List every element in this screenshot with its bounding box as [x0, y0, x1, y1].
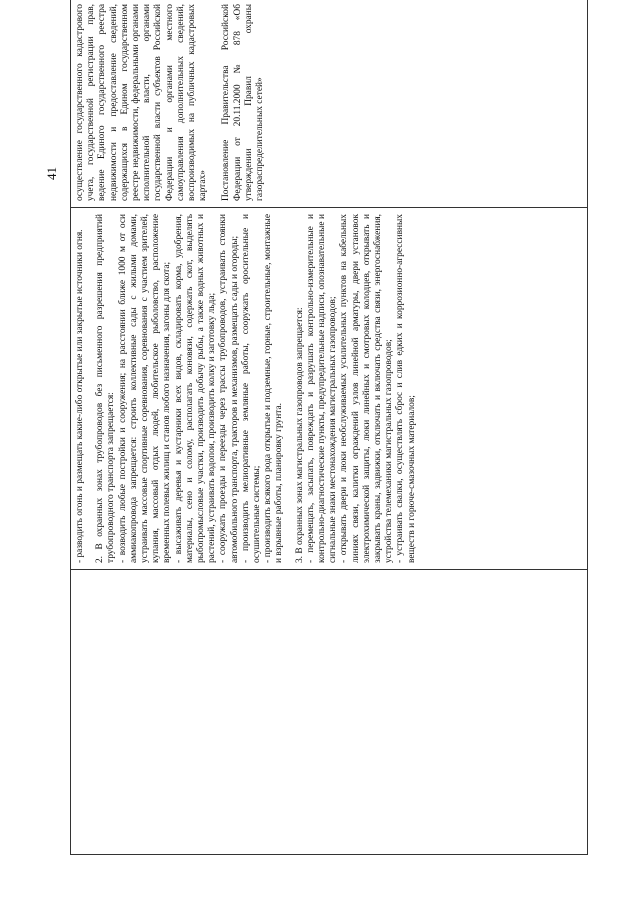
ref-paragraph-decree: Постановление Правительства Российской Федерации от 20.11.2000 № 878 «Об утверждении Правил охраны газораспределительных сетей» — [221, 4, 266, 201]
main-paragraph-doors: - открывать двери и люки необслуживаемых усилительных пунктов на кабельных линиях связи, калитки ограждений узлов линейной арматуры, двери установок электрохимической защиты, люки линейных и смотровых колодцев, открывать и закрывать краны, задвижки, отключать и включать средства связи, энергоснабжения, устройства телемеханики магистральных газопроводов; — [339, 214, 395, 563]
empty-cell — [71, 570, 588, 855]
page-number: 41 — [44, 167, 59, 180]
restrictions-cell — [71, 208, 588, 570]
main-paragraph-melioration: - производить мелиоративные земляные работы, сооружать оросительные и осушительные системы; — [240, 214, 263, 563]
paragraph-gap — [286, 214, 295, 563]
main-paragraph-works: - производить всякого рода открытые и подземные, горные, строительные, монтажные и взрывные работы, планировку грунта. — [263, 214, 285, 563]
document-table — [70, 0, 588, 855]
main-paragraph-signs: - перемещать, засыпать, повреждать и разрушать контрольно-измерительные и контрольно-диагностические пункты, предупредительные надписи, опознавательные и сигнальные знаки местонахождения магистральных газопроводов; — [305, 214, 339, 563]
main-paragraph-gas-intro: 3. В охранных зонах магистральных газопроводов запрещается: — [294, 307, 305, 563]
main-paragraph-crossings: - сооружать проезды и переезды через трассы трубопроводов, устраивать стоянки автомобильного транспорта, тракторов и механизмов, размещать сады и огороды; — [218, 214, 240, 563]
main-paragraph-dumps: - устраивать свалки, осуществлять сброс и слив едких и коррозионно-агрессивных веществ и горюче-смазочных материалов; — [395, 214, 417, 563]
rotated-table-page — [70, 4, 588, 855]
ref-paragraph-cadastral: осуществление государственного кадастрового учета, государственной регистрации прав, ведение Единого государственного реестра недвижимости и предоставление сведений, содержащихся в Едином государственном реестре недвижимости, федеральными органами исполнительной власти, органами государственной власти субъектов Российской Федерации и органами местного самоуправления дополнительных сведений, воспроизводимых на публичных кадастровых картах» — [75, 4, 209, 201]
main-paragraph-trees: - высаживать деревья и кустарники всех видов, складировать корма, удобрения, материалы, сено и солому, располагать коновязи, содержать скот, выделять рыбопромысловые участки, производить добычу рыбы, а также водных животных и растений, устраивать водопои, производить колку и заготовку льда; — [173, 214, 218, 563]
table-row — [71, 0, 588, 855]
main-paragraph-buildings: - возводить любые постройки и сооружения; на расстоянии ближе 1000 м от оси аммиакопровода запрещается: строить коллективные сады с жилыми домами, устраивать массовые спортивные соревнования, соревнования с участием зрителей, купания, массовый отдых людей, любительское рыболовство, расположение временных полевых жилищ и станов любого назначения, загоны для скота; — [117, 214, 173, 563]
main-paragraph-fire: - разводить огонь и размещать какие-либо открытые или закрытые источники огня. — [75, 229, 85, 563]
paragraph-gap — [86, 214, 95, 563]
paragraph-gap — [209, 4, 221, 201]
main-paragraph-pipelines-intro: 2. В охранных зонах трубопроводов без письменного разрешения предприятий трубопроводного транспорта запрещается: — [95, 214, 117, 563]
reference-cell — [71, 0, 588, 208]
